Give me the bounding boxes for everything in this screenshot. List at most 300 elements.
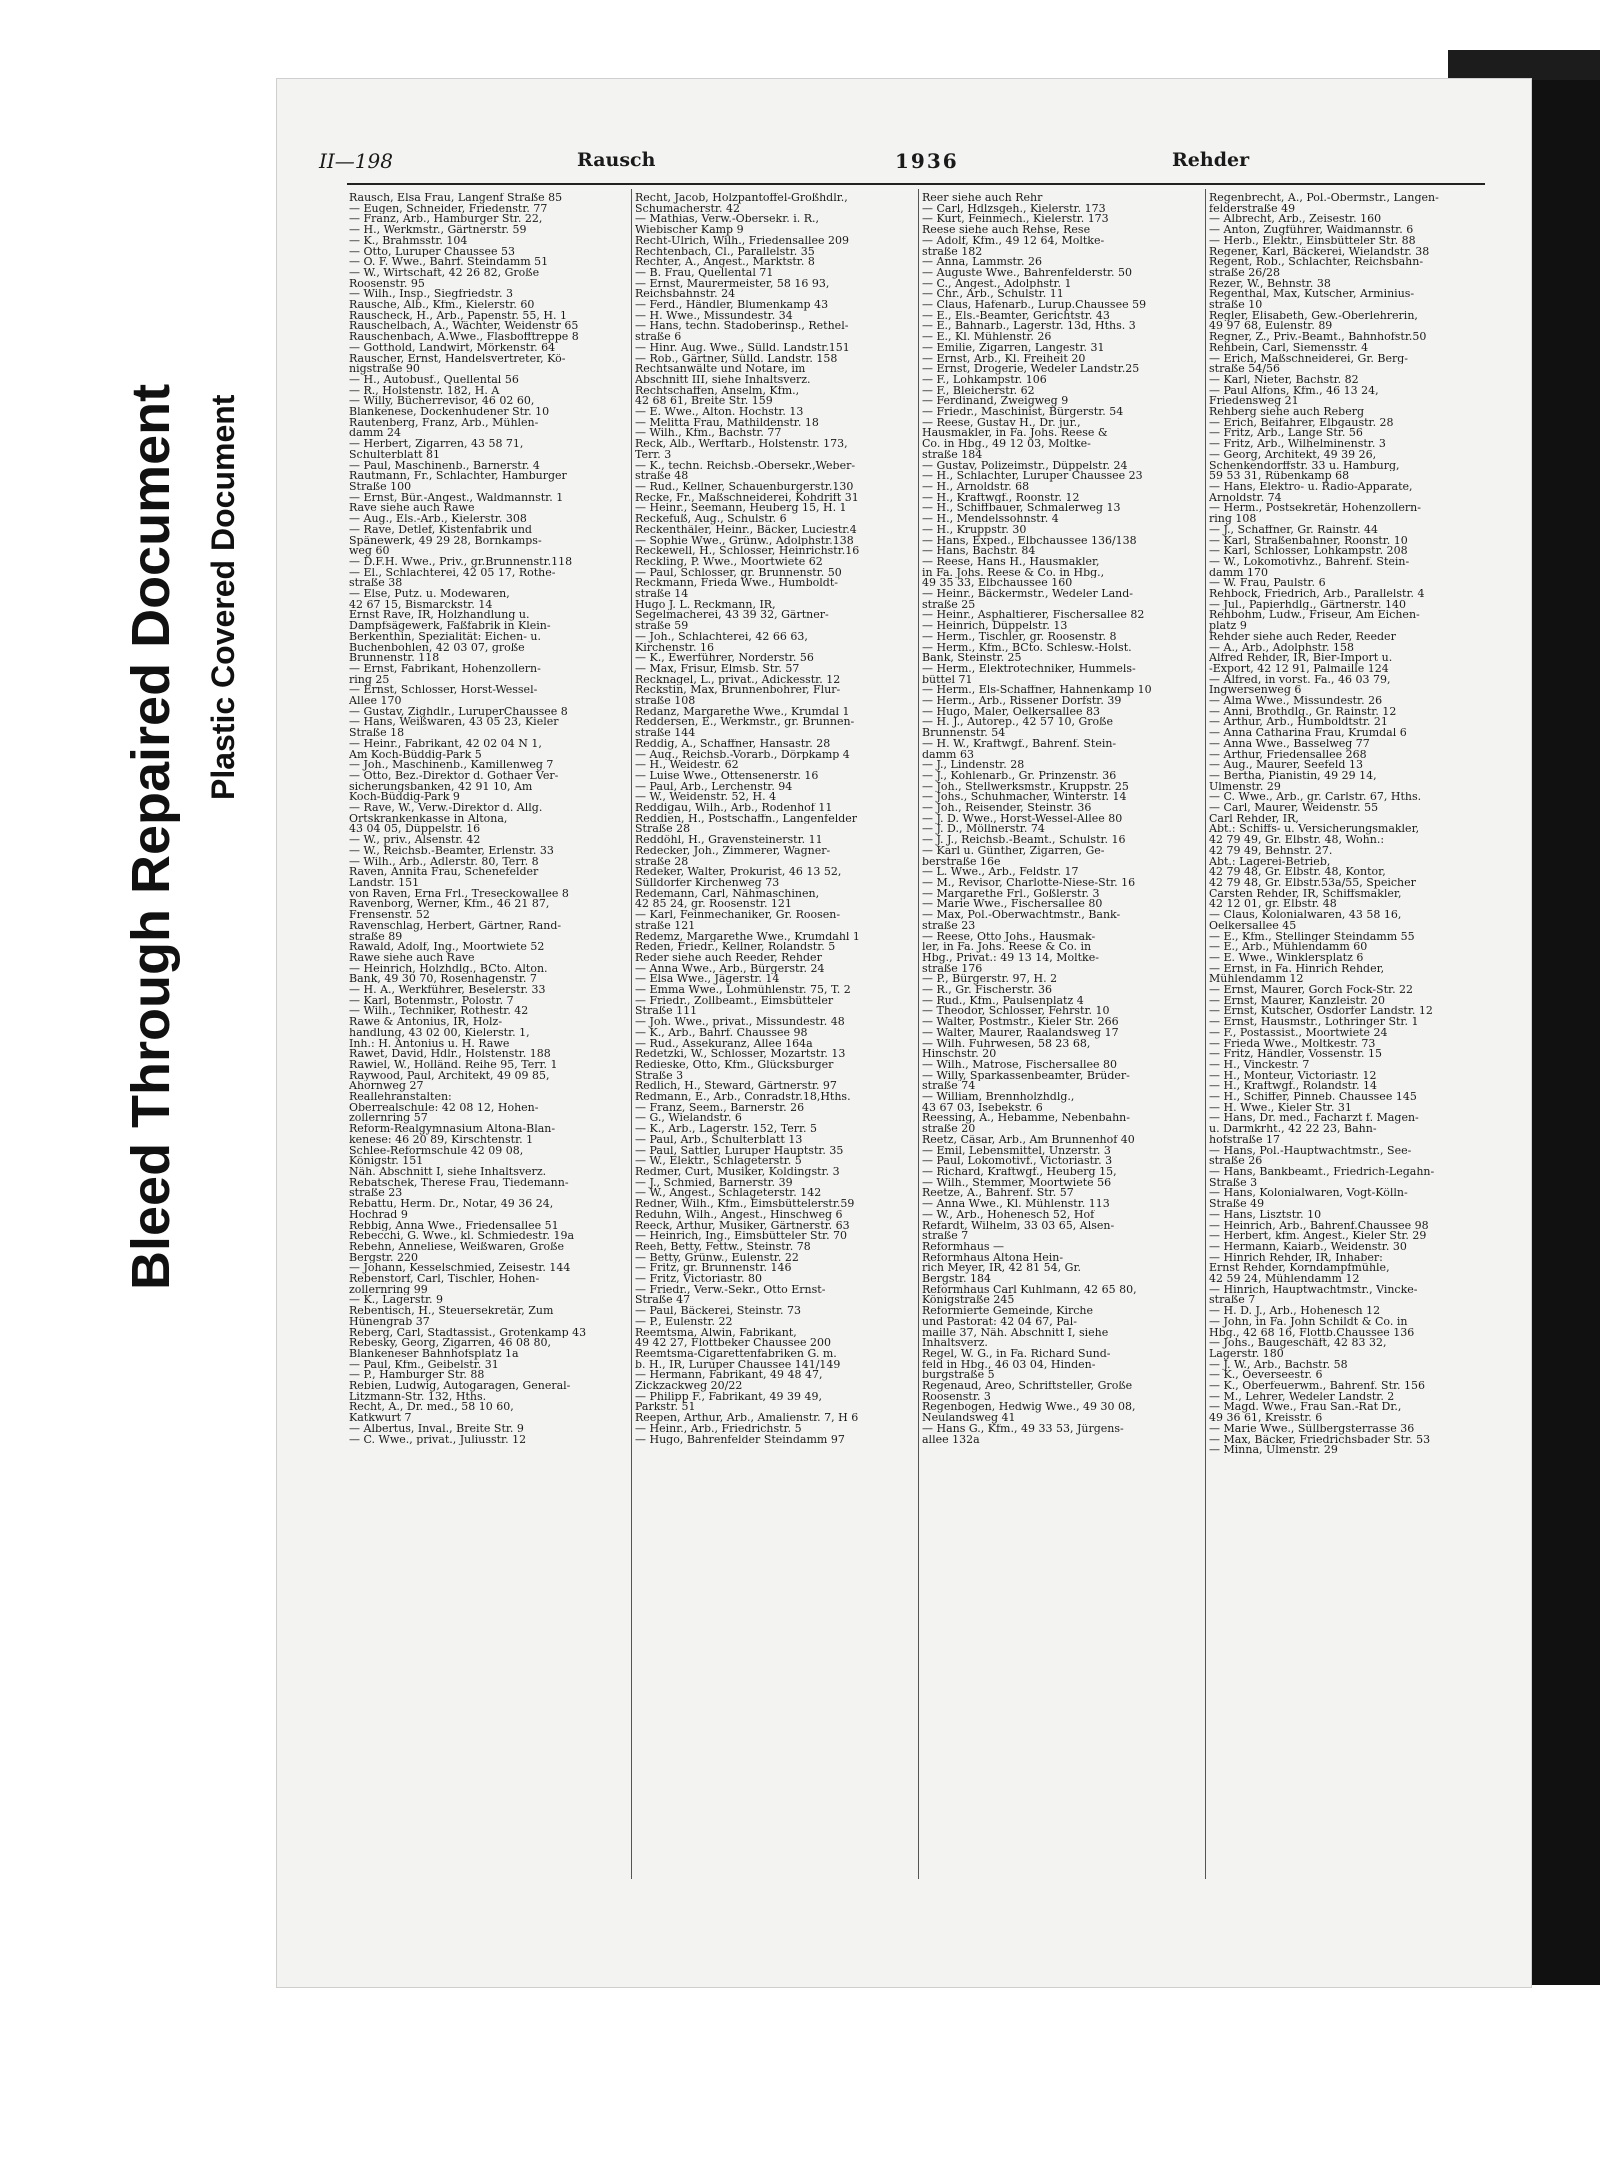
directory-entry: Hugo J. L. Reckmann, IR, [635,599,776,611]
directory-entry: Reckling, P. Wwe., Moortwiete 62 [635,556,823,568]
directory-entry: b. H., IR, Luruper Chaussee 141/149 [635,1359,841,1371]
directory-entry: — Alfred, in vorst. Fa., 46 03 79, [1209,674,1391,686]
directory-entry: — J. W., Arb., Bachstr. 58 [1209,1359,1348,1371]
directory-entry: — Chr., Arb., Schulstr. 11 [922,289,1064,301]
directory-entry: Rawet, David, Hdlr., Holstenstr. 188 [349,1049,551,1060]
directory-entry: Reckefuß, Aug., Schulstr. 6 [635,514,787,525]
directory-entry: Reddig, A., Schaffner, Hansastr. 28 [635,738,831,750]
directory-entry: straße 7 [922,1231,969,1242]
directory-entry: Reder siehe auch Reeder, Rehder [635,952,822,964]
directory-entry: — E., Arb., Mühlendamm 60 [1209,942,1368,953]
directory-entry: Reese siehe auch Rehse, Rese [922,225,1091,236]
directory-entry: Rave siehe auch Rawe [349,503,475,515]
directory-entry: — Wilh., Arb., Adlerstr. 80, Terr. 8 [349,856,539,868]
directory-entry: Königstr. 151 [349,1156,424,1167]
directory-entry: Rebbig, Anna Wwe., Friedensallee 51 [349,1220,559,1232]
directory-entry: — Ernst, in Fa. Hinrich Rehder, [1209,963,1385,975]
directory-entry: Allee 170 [349,696,402,707]
directory-entry: Rawe siehe auch Rave [349,952,475,964]
directory-entry: — Paul, Maschinenb., Barnerstr. 4 [349,460,540,472]
directory-entry: — Hans, Pol.-Hauptwachtmstr., See- [1209,1145,1412,1157]
directory-entry: Roosenstr. 95 [349,278,425,290]
directory-entry: — Anna Wwe., Basselweg 77 [1209,738,1370,750]
directory-entry: Näh. Abschnitt I, siehe Inhaltsverz. [349,1166,547,1178]
directory-entry: — J. J., Reichsb.-Beamt., Schulstr. 16 [922,835,1126,846]
directory-entry: rich Meyer, IR, 42 81 54, Gr. [922,1263,1081,1275]
directory-entry: — Melitta Frau, Mathildenstr. 18 [635,417,819,429]
directory-entry: — H. D. J., Arb., Hohenesch 12 [1209,1306,1381,1317]
directory-entry: Regent, Rob., Schlachter, Reichsbahn- [1209,257,1424,268]
directory-entry: straße 14 [635,589,689,600]
directory-entry: Bank, Steinstr. 25 [922,653,1022,664]
directory-entry: Straße 47 [635,1295,691,1307]
directory-entry: — Kurt, Feinmech., Kielerstr. 173 [922,214,1109,226]
directory-entry: Reemtsma, Alwin, Fabrikant, [635,1327,797,1339]
directory-entry: — Aug., Els.-Arb., Kielerstr. 308 [349,514,527,525]
directory-entry: Mühlendamm 12 [1209,974,1304,986]
header-right-keyword: Rehder [1172,149,1250,171]
directory-entry: Reeh, Betty, Fettw., Steinstr. 78 [635,1241,811,1253]
directory-entry: — Reese, Hans H., Hausmakler, [922,556,1100,568]
directory-entry: — Frieda Wwe., Moltkestr. 73 [1209,1038,1376,1050]
directory-entry: straße 38 [349,578,403,590]
directory-entry: Straße 18 [349,728,405,739]
directory-entry: straße 26/28 [1209,267,1280,279]
directory-entry: Redeker, Walter, Prokurist, 46 13 52, [635,867,842,878]
directory-entry: Reetze, A., Bahrenf. Str. 57 [922,1188,1074,1200]
directory-entry: — Friedr., Zollbeamt., Eimsbütteler [635,995,834,1007]
directory-entry: — C. Wwe., privat., Juliusstr. 12 [349,1434,527,1446]
directory-entry: — Rud., Assekuranz, Allee 164a [635,1038,813,1050]
directory-entry: — H., Kraftwgf., Roonstr. 12 [922,492,1080,504]
directory-entry: — Marie Wwe., Süllbergsterrasse 36 [1209,1423,1415,1435]
directory-entry: Straße 100 [349,481,412,493]
directory-entry: — Marie Wwe., Fischersallee 80 [922,899,1103,911]
page-header [277,79,1531,179]
directory-entry: Recht, A., Dr. med., 58 10 60, [349,1402,514,1414]
directory-entry: — Rud., Kellner, Schauenburgerstr.130 [635,481,854,493]
directory-entry: — Albrecht, Arb., Zeisestr. 160 [1209,214,1382,226]
directory-entry: straße 144 [635,728,696,739]
directory-entry: — E., Bahnarb., Lagerstr. 13d, Hths. 3 [922,321,1136,333]
directory-entry: Raywood, Paul, Architekt, 49 09 85, [349,1070,550,1082]
directory-entry: — Franz, Seem., Barnerstr. 26 [635,1102,805,1114]
directory-entry: Am Koch-Büddig-Park 5 [349,749,482,761]
directory-entry: — Karl, Feinmechaniker, Gr. Roosen- [635,910,841,921]
directory-entry: — Claus, Hafenarb., Lurup.Chaussee 59 [922,300,1147,311]
directory-entry: — Heinrich, Holzhdlg., BCto. Alton. [349,963,548,975]
directory-entry: Schulterblatt 81 [349,449,441,461]
directory-entry: Regenbogen, Hedwig Wwe., 49 30 08, [922,1402,1136,1414]
directory-entry: Redemann, Carl, Nähmaschinen, [635,888,820,900]
directory-entry: — P., Bürgerstr. 97, H. 2 [922,974,1058,986]
directory-entry: — R., Gr. Fischerstr. 36 [922,985,1053,996]
directory-entry: Carsten Rehder, IR, Schiffsmakler, [1209,888,1402,900]
directory-entry: — W., Wirtschaft, 42 26 82, Große [349,267,540,279]
directory-entry: — Wilh., Stemmer, Moortwiete 56 [922,1177,1112,1189]
directory-entry: — P., Eulenstr. 22 [635,1316,733,1328]
directory-entry: 49 36 61, Kreisstr. 6 [1209,1413,1323,1424]
directory-entry: Blankeneser Bahnhofsplatz 1a [349,1348,519,1360]
directory-entry: — H., Kruppstr. 30 [922,524,1027,536]
directory-entry: — Reese, Gustav H., Dr. jur., [922,417,1081,429]
directory-entry: — Ernst, Maurer, Kanzleistr. 20 [1209,995,1385,1007]
directory-entry: — W., Elektr., Schlageterstr. 5 [635,1156,802,1167]
scan-border-right [1532,80,1600,1985]
directory-entry: damm 63 [922,749,974,761]
directory-entry: Ernst Rave, IR, Holzhandlung u. [349,610,530,622]
column-divider [918,189,919,1879]
directory-entry: — K., Oeverseestr. 6 [1209,1370,1323,1382]
directory-entry: — Heinr., Arb., Friedrichstr. 5 [635,1423,802,1435]
directory-entry: — Paul, Lokomotivf., Victoriastr. 3 [922,1156,1113,1167]
directory-entry: -Export, 42 12 91, Palmaille 124 [1209,663,1389,675]
directory-entry: — Hans G., Kfm., 49 33 53, Jürgens- [922,1423,1124,1435]
directory-entry: — Heinrich, Düppelstr. 13 [922,621,1068,632]
directory-entry: Regener, Karl, Bäckerei, Wielandstr. 38 [1209,246,1430,258]
directory-entry: — M., Lehrer, Wedeler Landstr. 2 [1209,1391,1395,1403]
directory-entry: Reckenthäler, Heinr., Bäcker, Luciestr.4 [635,524,857,536]
directory-entry: Reddien, H., Postschaffn., Langenfelder [635,813,858,825]
directory-entry: Brunnenstr. 118 [349,653,440,664]
directory-entry: — P., Hamburger Str. 88 [349,1370,485,1382]
directory-entry: — Paul, Bäckerei, Steinstr. 73 [635,1306,801,1317]
directory-entry: Hünengrab 37 [349,1316,430,1328]
directory-entry: Reformhaus Altona Hein- [922,1252,1064,1264]
directory-entry: Schumacherstr. 42 [635,203,740,215]
directory-entry: — Auguste Wwe., Bahrenfelderstr. 50 [922,267,1133,279]
directory-entry: — Arthur, Arb., Humboldtstr. 21 [1209,717,1388,729]
directory-entry: — Anna Wwe., Arb., Bürgerstr. 24 [635,963,825,975]
directory-entry: — W., Reichsb.-Beamter, Erlenstr. 33 [349,845,554,857]
directory-entry: Redemz, Margarethe Wwe., Krumdahl 1 [635,931,860,943]
directory-entry: — Arthur, Friedensallee 268 [1209,749,1367,761]
directory-column-4 [1209,193,1491,1873]
directory-entry: straße 20 [922,1124,976,1135]
directory-entry: Redlich, H., Steward, Gärtnerstr. 97 [635,1081,837,1093]
directory-entry: straße 6 [635,332,682,343]
directory-entry: Rebesky, Georg, Zigarren, 46 08 80, [349,1338,551,1349]
directory-entry: — E. Wwe., Winklersplatz 6 [1209,952,1364,964]
directory-entry: — Heinr., Asphaltierer, Fischersallee 82 [922,610,1145,622]
directory-entry: — E., Els.-Beamter, Gerichtstr. 43 [922,310,1110,322]
directory-entry: — Margarethe Frl., Goßlerstr. 3 [922,888,1100,900]
directory-entry: straße 89 [349,931,403,943]
directory-entry: — H. A., Werkführer, Beselerstr. 33 [349,985,546,996]
directory-entry: Rebehn, Anneliese, Weißwaren, Große [349,1241,564,1253]
directory-entry: Rechtschaffen, Anselm, Kfm., [635,385,800,397]
directory-entry: — K., Lagerstr. 9 [349,1295,443,1307]
directory-entry: — Herm., Kfm., BCto. Schlesw.-Holst. [922,642,1132,654]
directory-entry: — William, Brennholzhdlg., [922,1092,1075,1103]
directory-entry: 49 42 27, Flottbeker Chaussee 200 [635,1338,832,1349]
directory-entry: Rausch, Elsa Frau, Langenf Straße 85 [349,193,563,204]
directory-entry: Rautenberg, Franz, Arb., Mühlen- [349,417,539,429]
directory-entry: — Rave, W., Verw.-Direktor d. Allg. [349,803,543,814]
directory-entry: — Bertha, Pianistin, 49 29 14, [1209,770,1377,782]
directory-entry: — Claus, Kolonialwaren, 43 58 16, [1209,910,1402,921]
directory-entry: — Ferdinand, Zweigweg 9 [922,396,1069,408]
directory-entry: Ernst Rehder, Korndampfmühle, [1209,1263,1390,1275]
directory-entry: Rausche, Alb., Kfm., Kielerstr. 60 [349,300,535,311]
directory-entry: 42 79 48, Gr. Elbstr. 48, Kontor, [1209,867,1386,878]
directory-entry: — Friedr., Maschinist, Bürgerstr. 54 [922,407,1124,418]
directory-column-2 [635,193,917,1873]
directory-entry: Rehbein, Carl, Siemensstr. 4 [1209,342,1369,354]
directory-entry: — Friedr., Verw.-Sekr., Otto Ernst- [635,1284,826,1296]
directory-entry: — Emil, Lebensmittel, Unzerstr. 3 [922,1145,1111,1157]
directory-entry: Arnoldstr. 74 [1209,492,1282,504]
directory-entry: 42 12 01, gr. Elbstr. 48 [1209,899,1337,911]
directory-entry: damm 170 [1209,567,1268,579]
directory-entry: Parkstr. 51 [635,1402,696,1414]
directory-entry: — E. Wwe., Alton. Hochstr. 13 [635,407,804,418]
directory-entry: Redner, Wilh., Kfm., Eimsbüttelerstr.59 [635,1199,855,1210]
directory-entry: — H. W., Kraftwgf., Bahrenf. Stein- [922,738,1117,750]
directory-entry: Wiebischer Kamp 9 [635,225,744,236]
directory-entry: Reform-Realgymnasium Altona-Blan- [349,1124,556,1135]
directory-entry: Rauschelbach, A., Wächter, Weidenstr 65 [349,321,579,333]
directory-entry: Straße 3 [1209,1177,1258,1189]
directory-entry: — Rud., Kfm., Paulsenplatz 4 [922,995,1084,1007]
directory-entry: Straße 3 [635,1070,684,1082]
directory-entry: — Joh., Schlachterei, 42 66 63, [635,631,808,643]
directory-entry: — W., Weidenstr. 52, H. 4 [635,792,777,804]
directory-entry: — M., Revisor, Charlotte-Niese-Str. 16 [922,878,1136,889]
directory-entry: Ahornweg 27 [349,1081,424,1093]
directory-entry: — Theodor, Schlosser, Fehrstr. 10 [922,1006,1110,1018]
directory-entry: — Fritz, Arb., Lange Str. 56 [1209,428,1363,440]
directory-entry: — Joh., Maschinenb., Kamillenweg 7 [349,760,554,771]
directory-entry: zollernring 57 [349,1113,428,1125]
directory-entry: — Else, Putz. u. Modewaren, [349,589,510,600]
directory-entry: — Gustav, Polizeimstr., Düppelstr. 24 [922,460,1128,472]
directory-entry: — F., Bleicherstr. 62 [922,385,1035,397]
directory-entry: — Reese, Otto Johs., Hausmak- [922,931,1096,943]
directory-entry: Redetzki, W., Schlosser, Mozartstr. 13 [635,1049,846,1060]
directory-entry: — Johs., Baugeschäft, 42 83 32, [1209,1338,1387,1349]
directory-entry: — H., Werkmstr., Gärtnerstr. 59 [349,225,527,236]
directory-entry: Rawiel, W., Holländ. Reihe 95, Terr. 1 [349,1059,558,1071]
directory-entry: Rauscher, Ernst, Handelsvertreter, Kö- [349,353,566,365]
header-rule [347,183,1485,185]
directory-entry: — H. Wwe., Kieler Str. 31 [1209,1102,1352,1114]
directory-entry: Abschnitt III, siehe Inhaltsverz. [635,374,811,386]
directory-entry: Straße 49 [1209,1199,1265,1210]
directory-entry: — H., Weidestr. 62 [635,760,739,771]
directory-entry: — Hans, Kolonialwaren, Vogt-Kölln- [1209,1188,1408,1200]
directory-entry: — Max, Bäcker, Friedrichsbader Str. 53 [1209,1434,1431,1446]
directory-entry: straße 25 [922,599,976,611]
directory-entry: Buchenbohlen, 42 03 07, große [349,642,525,654]
directory-entry: Rawe & Antonius, IR, Holz- [349,1017,503,1028]
directory-entry: Redmer, Curt, Musiker, Koldingstr. 3 [635,1166,840,1178]
directory-entry: — W., Angest., Schlageterstr. 142 [635,1188,822,1200]
directory-entry: — Karl u. Günther, Zigarren, Ge- [922,845,1105,857]
directory-entry: Bergstr. 220 [349,1252,418,1264]
directory-entry: — Hinr. Aug. Wwe., Sülld. Landstr.151 [635,342,850,354]
header-left-keyword: Rausch [577,149,656,171]
directory-entry: 42 59 24, Mühlendamm 12 [1209,1274,1360,1285]
directory-entry: — E., Kl. Mühlenstr. 26 [922,332,1052,343]
directory-entry: 42 68 61, Breite Str. 159 [635,396,773,408]
directory-entry: — Anna, Lammstr. 26 [922,257,1042,268]
directory-entry: Lagerstr. 180 [1209,1348,1284,1360]
directory-entry: — Karl, Nieter, Bachstr. 82 [1209,374,1359,386]
directory-entry: Ravenborg, Werner, Kfm., 46 21 87, [349,899,550,911]
directory-entry: — Hans, Lisztstr. 10 [1209,1209,1322,1221]
directory-entry: — Heinrich, Ing., Eimsbütteler Str. 70 [635,1231,848,1242]
directory-entry: Reckstin, Max, Brunnenbohrer, Flur- [635,685,841,697]
directory-entry: — Gotthold, Landwirt, Mörkenstr. 64 [349,342,556,354]
directory-entry: — E., Kfm., Stellinger Steindamm 55 [1209,931,1415,943]
directory-entry: Reckewell, H., Schlosser, Heinrichstr.16 [635,546,860,557]
directory-entry: weg 60 [349,546,390,557]
directory-entry: berstraße 16e [922,856,1001,868]
directory-entry: — D.F.H. Wwe., Priv., gr.Brunnenstr.118 [349,556,573,568]
directory-column-1 [349,193,631,1873]
directory-entry: — Walter, Postmstr., Kieler Str. 266 [922,1017,1119,1028]
directory-entry: Redmann, E., Arb., Conradstr.18,Hths. [635,1092,851,1103]
directory-entry: — Emma Wwe., Lohmühlenstr. 75, T. 2 [635,985,851,996]
directory-entry: straße 74 [922,1081,976,1093]
directory-entry: — Betty, Grünw., Eulenstr. 22 [635,1252,799,1264]
directory-entry: u. Darmkrht., 42 22 23, Bahn- [1209,1124,1377,1135]
directory-entry: — Wilh., Matrose, Fischersallee 80 [922,1059,1118,1071]
header-year: 1936 [895,149,959,173]
directory-entry: maille 37, Näh. Abschnitt I, siehe [922,1327,1109,1339]
directory-entry: Katkwurt 7 [349,1413,412,1424]
directory-entry: — Eugen, Schneider, Friedenstr. 77 [349,203,548,215]
directory-entry: Reberg, Carl, Stadtassist., Grotenkamp 43 [349,1327,587,1339]
directory-entry: 43 04 05, Düppelstr. 16 [349,824,481,836]
directory-entry: Oberrealschule: 42 08 12, Hohen- [349,1102,539,1114]
directory-entry: — Joh. Wwe., privat., Missundestr. 48 [635,1017,845,1028]
directory-entry: Rebattu, Herm. Dr., Notar, 49 36 24, [349,1199,554,1210]
column-divider [631,189,632,1879]
directory-entry: — Willy, Bücherrevisor, 46 02 60, [349,396,535,408]
directory-entry: — Luise Wwe., Ottensenerstr. 16 [635,770,819,782]
directory-entry: Rebenstorf, Carl, Tischler, Hohen- [349,1274,540,1285]
directory-entry: Hausmakler, in Fa. Johs. Reese & [922,428,1108,440]
directory-entry: — Minna, Ulmenstr. 29 [1209,1445,1338,1456]
directory-entry: 42 79 49, Gr. Elbstr. 48, Wohn.: [1209,835,1385,846]
directory-entry: platz 9 [1209,621,1247,632]
directory-entry: — H., Arnoldstr. 68 [922,481,1030,493]
directory-entry: — Anna Wwe., Kl. Mühlenstr. 113 [922,1199,1110,1210]
directory-entry: straße 7 [1209,1295,1256,1307]
directory-entry: — Ernst, Drogerie, Wedeler Landstr.25 [922,364,1140,375]
directory-entry: — J. D., Möllnerstr. 74 [922,824,1045,836]
directory-entry: ring 25 [349,674,390,686]
directory-entry: — Georg, Architekt, 49 39 26, [1209,449,1377,461]
directory-entry: — Fritz, Händler, Vossenstr. 15 [1209,1049,1383,1060]
directory-entry: — K., Arb., Bahrf. Chaussee 98 [635,1027,808,1039]
directory-entry: — Hinrich Rehder, IR, Inhaber: [1209,1252,1383,1264]
directory-entry: 43 67 03, Isebekstr. 6 [922,1102,1043,1114]
directory-entry: — Herb., Elektr., Einsbütteler Str. 88 [1209,235,1416,247]
directory-entry: — Hans, techn. Stadoberinsp., Rethel- [635,321,849,333]
directory-entry: — Wilh., Insp., Siegfriedstr. 3 [349,289,513,301]
directory-entry: Rechtsanwälte und Notare, im [635,364,806,375]
directory-entry: — Hinrich, Hauptwachtmstr., Vincke- [1209,1284,1418,1296]
directory-entry: — F., Lohkampstr. 106 [922,374,1047,386]
directory-entry: — Paul, Schlosser, gr. Brunnenstr. 50 [635,567,842,579]
directory-entry: Redanz, Margarethe Wwe., Krumdal 1 [635,706,850,718]
directory-entry: — Otto, Bez.-Direktor d. Gothaer Ver- [349,770,559,782]
directory-entry: Königstraße 245 [922,1295,1015,1307]
directory-entry: Redecker, Joh., Zimmerer, Wagner- [635,845,831,857]
directory-entry: — Adolf, Kfm., 49 12 64, Moltke- [922,235,1105,247]
directory-entry: — Rob., Gärtner, Sülld. Landstr. 158 [635,353,838,365]
directory-entry: — J., Schmied, Barnerstr. 39 [635,1177,793,1189]
directory-page [276,78,1532,1988]
directory-entry: — Ernst, Bür.-Angest., Waldmannstr. 1 [349,492,564,504]
directory-entry: Rehder siehe auch Reder, Reeder [1209,631,1396,643]
directory-entry: — Rave, Detlef, Kistenfabrik und [349,524,532,536]
directory-entry: Reddigau, Wilh., Arb., Rodenhof 11 [635,803,833,814]
directory-entry: — Paul, Kfm., Geibelstr. 31 [349,1359,499,1371]
directory-entry: — C., Angest., Adolphstr. 1 [922,278,1072,290]
directory-entry: Rauschenbach, A.Wwe., Flasbofftreppe 8 [349,332,579,343]
directory-entry: — Philipp F., Fabrikant, 49 39 49, [635,1391,822,1403]
directory-entry: Reichsbahnstr. 24 [635,289,736,301]
directory-entry: Ulmenstr. 29 [1209,781,1281,793]
directory-entry: Ravenschlag, Herbert, Gärtner, Rand- [349,920,562,932]
directory-entry: Reddersen, E., Werkmstr., gr. Brunnen- [635,717,855,729]
directory-entry: — W. Frau, Paulstr. 6 [1209,578,1326,590]
directory-entry: 49 35 33, Elbchaussee 160 [922,578,1073,590]
directory-entry: Alfred Rehder, IR, Bier-Import u. [1209,653,1393,664]
directory-entry: — Hugo, Bahrenfelder Steindamm 97 [635,1434,845,1446]
directory-entry: Reallehranstalten: [349,1092,452,1103]
directory-entry: Reck, Alb., Werftarb., Holstenstr. 173, [635,439,848,450]
directory-entry: 59 53 31, Rübenkamp 68 [1209,471,1350,482]
directory-entry: Regenbrecht, A., Pol.-Obermstr., Langen- [1209,193,1439,204]
directory-entry: — Heinr., Bäckermstr., Wedeler Land- [922,589,1133,600]
directory-entry: Rechter, A., Angest., Marktstr. 8 [635,257,815,268]
directory-entry: — H., Monteur, Victoriastr. 12 [1209,1070,1377,1082]
directory-entry: Schlee-Reformschule 42 09 08, [349,1145,524,1157]
directory-entry: — H., Kraftwgf., Rolandstr. 14 [1209,1081,1377,1093]
directory-entry: — Ernst, Hausmstr., Lothringer Str. 1 [1209,1017,1419,1028]
directory-entry: burgstraße 5 [922,1370,995,1382]
directory-entry: Abt.: Schiffs- u. Versicherungsmakler, [1209,824,1420,836]
directory-entry: Inh.: H. Antonius u. H. Rawe [349,1038,510,1050]
directory-entry: — Heinr., Fabrikant, 42 02 04 N 1, [349,738,542,750]
page-number: II—198 [319,149,393,173]
directory-entry: — Carl, Hdlzsgeh., Kielerstr. 173 [922,203,1106,215]
directory-entry: — Hans, Dr. med., Facharzt f. Magen- [1209,1113,1419,1125]
directory-entry: — Anna Catharina Frau, Krumdal 6 [1209,728,1407,739]
directory-entry: — W., Lokomotivhz., Bahrenf. Stein- [1209,556,1410,568]
directory-entry: Rebatschek, Therese Frau, Tiedemann- [349,1177,569,1189]
directory-entry: — Erich, Maßschneiderei, Gr. Berg- [1209,353,1408,365]
directory-entry: kenese: 46 20 89, Kirschtenstr. 1 [349,1134,534,1146]
directory-entry: 42 79 48, Gr. Elbstr.53a/55, Speicher [1209,878,1416,889]
directory-entry: — R., Holstenstr. 182, H. A [349,385,500,397]
directory-entry: — O. F. Wwe., Bahrf. Steindamm 51 [349,257,549,268]
directory-entry: — Anton, Zugführer, Waidmannstr. 6 [1209,225,1414,236]
directory-entry: Recknagel, L., privat., Adickesstr. 12 [635,674,841,686]
directory-entry: straße 26 [1209,1156,1263,1167]
directory-entry: — Hermann, Kaiarb., Weidenstr. 30 [1209,1241,1407,1253]
column-divider [1205,189,1206,1879]
directory-entry: felderstraße 49 [1209,203,1296,215]
side-label-secondary: Plastic Covered Document [205,394,241,800]
directory-entry: — Herm., Els-Schaffner, Hahnenkamp 10 [922,685,1152,697]
directory-entry: — Ferd., Händler, Blumenkamp 43 [635,300,829,311]
